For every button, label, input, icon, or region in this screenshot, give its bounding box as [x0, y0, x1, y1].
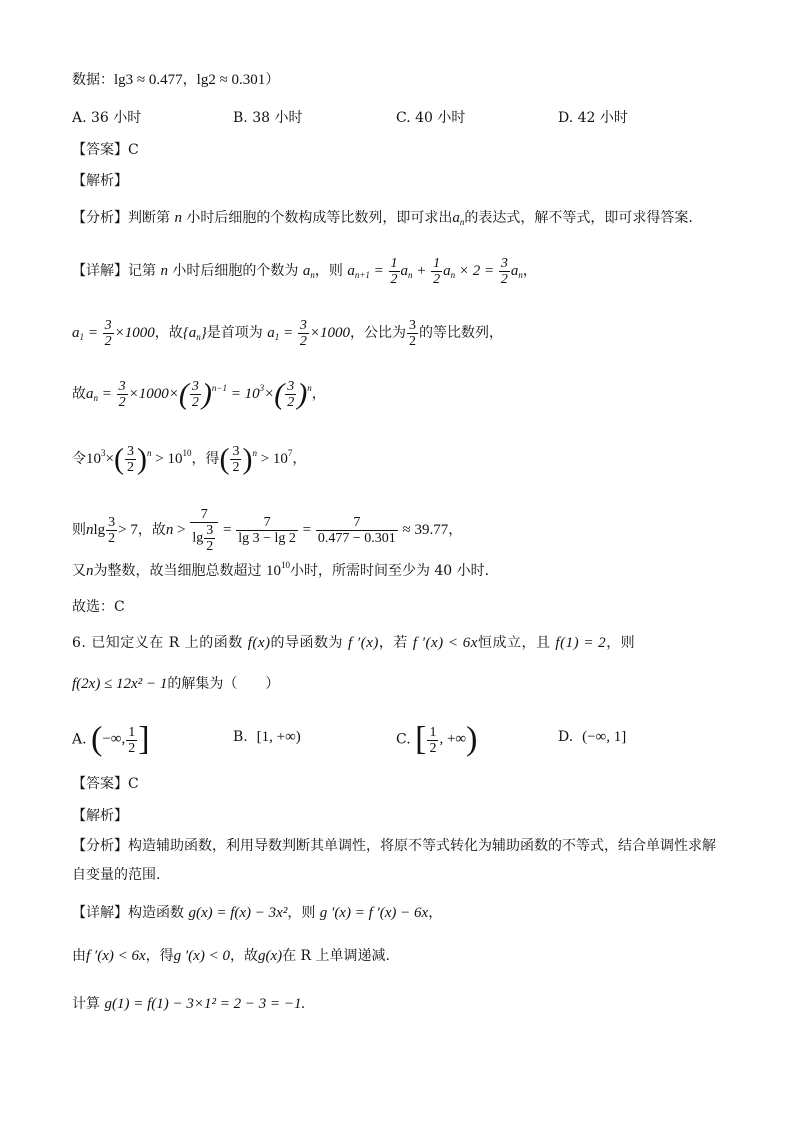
q6-answer — [72, 774, 139, 794]
log-inequality: nlg $\frac{3}{2}$ > 7 — [86, 515, 138, 546]
text: 的解集为（ ） — [167, 676, 280, 692]
q6-stem-2 — [72, 674, 279, 694]
analysis-tag: 【解析】 — [72, 808, 128, 824]
q5-options — [72, 108, 722, 128]
var-a-n: $a_n$ — [452, 210, 465, 227]
gx: g(x) — [257, 948, 283, 964]
q5-choose — [72, 597, 125, 617]
q5-fenxi — [72, 208, 693, 228]
xiangjie-tag: 【详解】 — [72, 905, 128, 921]
lg3-value: lg3 ≈ 0.477 — [114, 72, 183, 88]
text: ，故 — [154, 324, 183, 341]
q6-detail-2 — [72, 946, 390, 966]
text: 的表达式，解不等式，即可求得答案. — [464, 210, 693, 226]
text: ， — [428, 905, 443, 921]
text: 构造函数 — [128, 905, 184, 921]
text: 的导函数为 — [270, 635, 344, 651]
text: 小时后细胞的个数构成等比数列，即可求出 — [186, 210, 453, 226]
data-note — [72, 70, 279, 90]
data-note-prefix: 数据： — [72, 72, 114, 88]
inequality-2: ( $\frac{3}{2}$ )$^n > 10^7$ — [219, 442, 293, 476]
text: ，则 — [287, 905, 316, 921]
text: 小时后细胞的个数为 — [172, 262, 299, 279]
text: ，故 — [137, 521, 166, 538]
var-n: n — [160, 262, 168, 279]
q6-option-d: D. (−∞, 1] — [558, 729, 627, 745]
q5-detail-2 — [72, 318, 503, 349]
text: ，则 — [606, 635, 636, 651]
a1-formula: $a_1$ = $\frac{3}{2}$ ×1000 — [267, 318, 350, 349]
g-derivative: g ′(x) = f ′(x) − 6x — [319, 905, 429, 921]
q5-option-c: C. 40 小时 — [396, 110, 466, 126]
text: 已知定义在 R 上的函数 — [91, 635, 243, 651]
q6-fenxi-1 — [72, 836, 716, 856]
q5-option-a: A. 36 小时 — [72, 110, 142, 126]
text: ，故 — [229, 948, 258, 964]
f1-value: f(1) = 2 — [555, 635, 607, 651]
text: ， — [522, 262, 537, 279]
q6-option-c: C. [ $\frac{1}{2}$ , +∞) — [396, 721, 478, 758]
var-n: n — [86, 563, 94, 579]
q6-fenxi-2 — [72, 865, 160, 885]
answer-tag: 【答案】 — [72, 776, 128, 792]
q5-answer — [72, 140, 139, 160]
q5-analysis-tag — [72, 171, 128, 191]
q6-stem-1 — [72, 633, 635, 653]
q6-option-b: B. [1, +∞) — [233, 729, 301, 745]
q5-detail-5 — [72, 507, 462, 554]
text: 在 R 上单调递减. — [282, 948, 391, 964]
sequence-an: $\{a_n\}$ — [182, 324, 207, 342]
q6-analysis-tag — [72, 806, 128, 826]
separator: ， — [182, 72, 197, 88]
q5-detail-1 — [72, 256, 537, 287]
g1-computation: g(1) = f(1) − 3×1² = 2 − 3 = −1. — [104, 996, 306, 1012]
text: ，若 — [378, 635, 408, 651]
text: ，公比为 — [349, 324, 406, 341]
q5-option-b: B. 38 小时 — [233, 110, 303, 126]
q6-options — [72, 721, 722, 758]
close-paren: ） — [265, 72, 280, 88]
text: ， — [292, 450, 307, 467]
var-a-n: $a_n$ — [302, 262, 315, 280]
text: 记第 — [128, 262, 156, 279]
q6-detail-3 — [72, 994, 305, 1014]
recurrence-formula: $a_{n+1}$ = $\frac{1}{2}$ $a_n$ + $\frac{1}{2}$ $a_n \times 2$ = $\frac{3}{2}$ $a_n$ — [347, 256, 523, 287]
text: ，得 — [145, 948, 174, 964]
text: 恒成立，且 — [477, 635, 551, 651]
q6-detail-1 — [72, 903, 442, 923]
text: 是首项为 — [206, 324, 263, 341]
xiangjie-tag: 【详解】 — [72, 262, 128, 279]
answer-value: C — [128, 142, 139, 158]
general-term: $a_n$ = $\frac{3}{2}$ ×1000×( $\frac{3}{2}$ )$^{n-1} = 10^3\times$( $\frac{3}{2}$ )$^n$ — [86, 377, 312, 411]
text: 为整数，故当细胞总数超过 — [93, 563, 262, 579]
g-derivative-sign: g ′(x) < 0 — [173, 948, 230, 964]
text: ， — [448, 521, 463, 538]
lg2-value: lg2 ≈ 0.301 — [196, 72, 266, 88]
q6-option-a: A. (−∞, $\frac{1}{2}$ ] — [72, 721, 150, 758]
a1-formula: $a_1$ = $\frac{3}{2}$ ×1000 — [72, 318, 155, 349]
analysis-tag: 【解析】 — [72, 173, 128, 189]
text: 判断第 — [128, 210, 170, 226]
text: 又 — [72, 563, 86, 579]
text: 小时，所需时间至少为 40 小时. — [289, 563, 490, 579]
condition: f ′(x) < 6x — [86, 948, 146, 964]
fpx: f ′(x) — [348, 635, 379, 651]
text: 计算 — [72, 996, 100, 1012]
text: 构造辅助函数，利用导数判断其单调性，将原不等式转化为辅助函数的不等式，结合单调性求解 — [128, 838, 716, 854]
inequality: f(2x) ≤ 12x² − 1 — [72, 676, 168, 692]
fx: f(x) — [247, 635, 271, 651]
question-number: 6. — [72, 635, 87, 651]
inequality-1: $10^3\times$( $\frac{3}{2}$ )$^n > 10^{10}$ — [86, 442, 192, 476]
fenxi-tag: 【分析】 — [72, 210, 128, 226]
text: ， — [311, 385, 326, 402]
text: 的等比数列， — [418, 324, 503, 341]
text: 由 — [72, 948, 86, 964]
var-n: n — [174, 210, 182, 226]
g-definition: g(x) = f(x) − 3x² — [188, 905, 288, 921]
text: 令 — [72, 450, 86, 467]
condition: f ′(x) < 6x — [412, 635, 478, 651]
n-bound: n > 7 lg $\frac{3}{2}$ = $\frac{7}{\lg 3 - \lg 2}$ = $\frac{7}{0.477 - 0.301}$ ≈ 39.77 — [165, 507, 449, 554]
q5-detail-4 — [72, 444, 306, 475]
answer-tag: 【答案】 — [72, 142, 128, 158]
answer-value: C — [128, 776, 139, 792]
ratio: $\frac{3}{2}$ — [408, 318, 416, 349]
q5-detail-3 — [72, 379, 326, 410]
fenxi-tag: 【分析】 — [72, 838, 128, 854]
q5-option-d: D. 42 小时 — [558, 110, 628, 126]
text: ，得 — [191, 450, 220, 467]
text: 则 — [72, 521, 86, 538]
q5-detail-6 — [72, 561, 489, 581]
text: 故选：C — [72, 599, 125, 615]
text: 自变量的范围. — [72, 867, 161, 883]
text: ，则 — [314, 262, 343, 279]
text: 故 — [72, 385, 86, 402]
ten-pow-10: $10^{10}$ — [265, 560, 290, 579]
